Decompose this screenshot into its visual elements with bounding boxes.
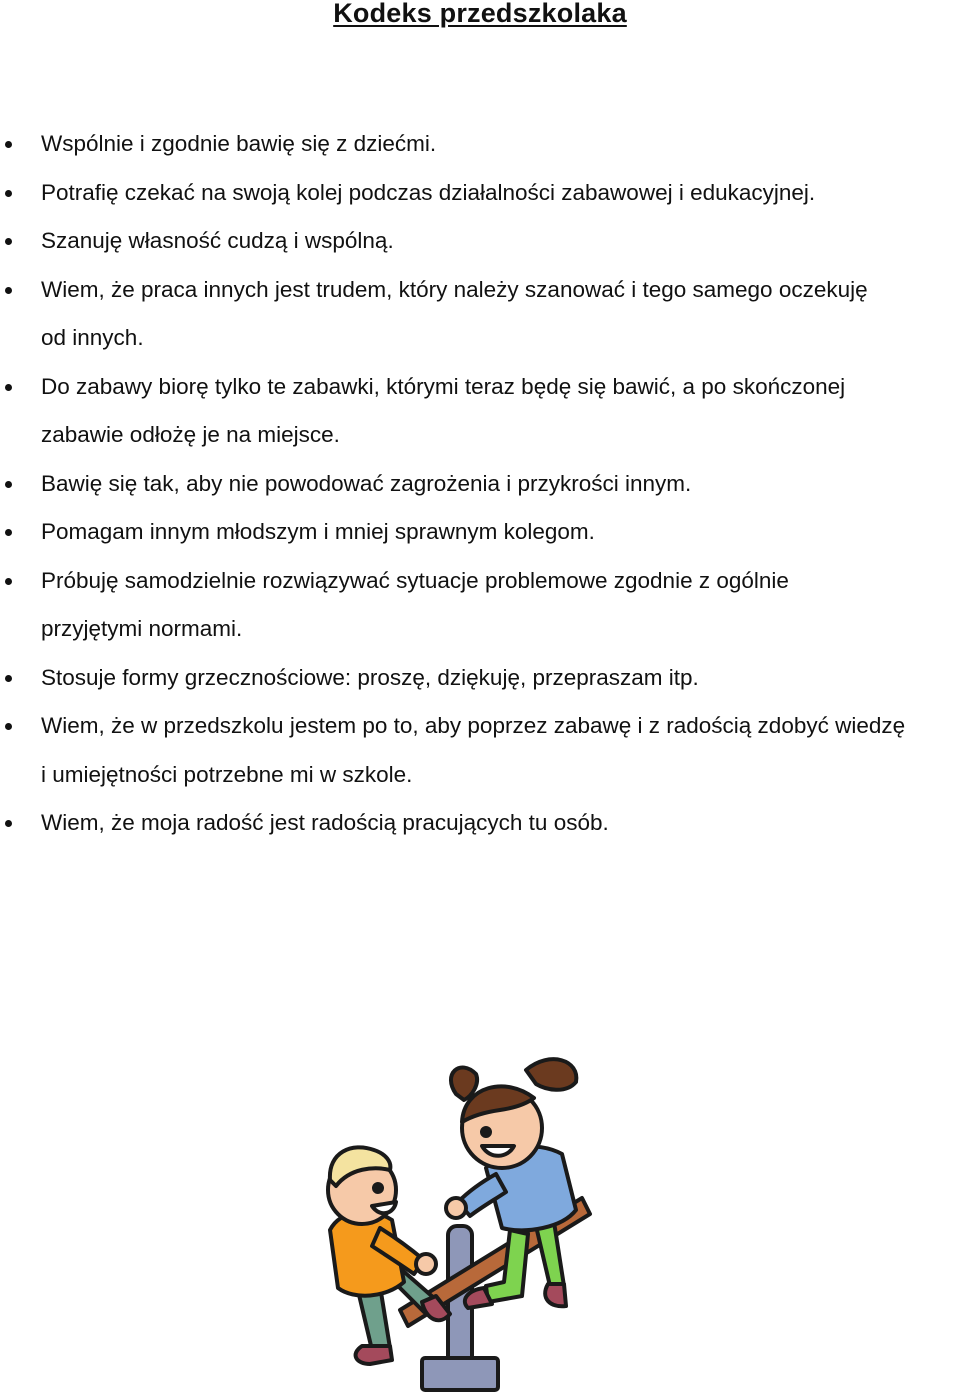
list-item-text: Potrafię czekać na swoją kolej podczas działalności zabawowej i edukacyjnej. <box>41 179 816 205</box>
bullet-icon <box>5 578 12 585</box>
list-item <box>0 654 960 703</box>
list-item <box>0 508 960 557</box>
list-item-text-continued: od innych. <box>41 325 144 350</box>
bullet-icon <box>5 481 12 488</box>
bullet-icon <box>5 141 12 148</box>
bullet-icon <box>5 384 12 391</box>
list-item <box>0 460 960 509</box>
list-item-text: Bawię się tak, aby nie powodować zagrożenia i przykrości innym. <box>41 470 692 496</box>
list-item <box>0 363 960 460</box>
list-item-text-continued: przyjętymi normami. <box>41 616 243 641</box>
list-item <box>0 217 960 266</box>
list-item-text: Próbuję samodzielnie rozwiązywać sytuacje problemowe zgodnie z ogólnie <box>41 567 789 593</box>
children-seesaw-icon <box>300 1050 620 1400</box>
list-item-text: Wiem, że moja radość jest radością pracujących tu osób. <box>41 810 609 835</box>
list-item-text: Pomagam innym młodszym i mniej sprawnym kolegom. <box>41 519 595 544</box>
bullet-icon <box>5 820 12 827</box>
list-item-text: Wiem, że w przedszkolu jestem po to, aby poprzez zabawę i z radością zdobyć wiedzę <box>41 713 906 738</box>
bullet-icon <box>5 287 12 294</box>
bullet-icon <box>5 675 12 682</box>
list-item-text: Do zabawy biorę tylko te zabawki, którymi teraz będę się bawić, a po skończonej <box>41 373 846 399</box>
list-item-text: Wiem, że praca innych jest trudem, który należy szanować i tego samego oczekuję <box>41 276 868 302</box>
list-item <box>0 799 960 848</box>
bullet-icon <box>5 238 12 245</box>
bullet-icon <box>5 723 12 730</box>
list-item <box>0 702 960 799</box>
list-item-text-continued: i umiejętności potrzebne mi w szkole. <box>41 761 413 787</box>
list-item <box>0 266 960 363</box>
list-item-text: Stosuje formy grzecznościowe: proszę, dziękuję, przepraszam itp. <box>41 664 699 690</box>
list-item <box>0 120 960 169</box>
list-item-text-continued: zabawie odłożę je na miejsce. <box>41 422 340 447</box>
list-item <box>0 557 960 654</box>
code-list <box>0 120 960 848</box>
list-item <box>0 169 960 218</box>
bullet-icon <box>5 190 12 197</box>
page-title: Kodeks przedszkolaka <box>333 0 627 28</box>
list-item-text: Wspólnie i zgodnie bawię się z dziećmi. <box>41 131 437 156</box>
list-item-text: Szanuję własność cudzą i wspólną. <box>41 228 394 253</box>
bullet-icon <box>5 529 12 536</box>
